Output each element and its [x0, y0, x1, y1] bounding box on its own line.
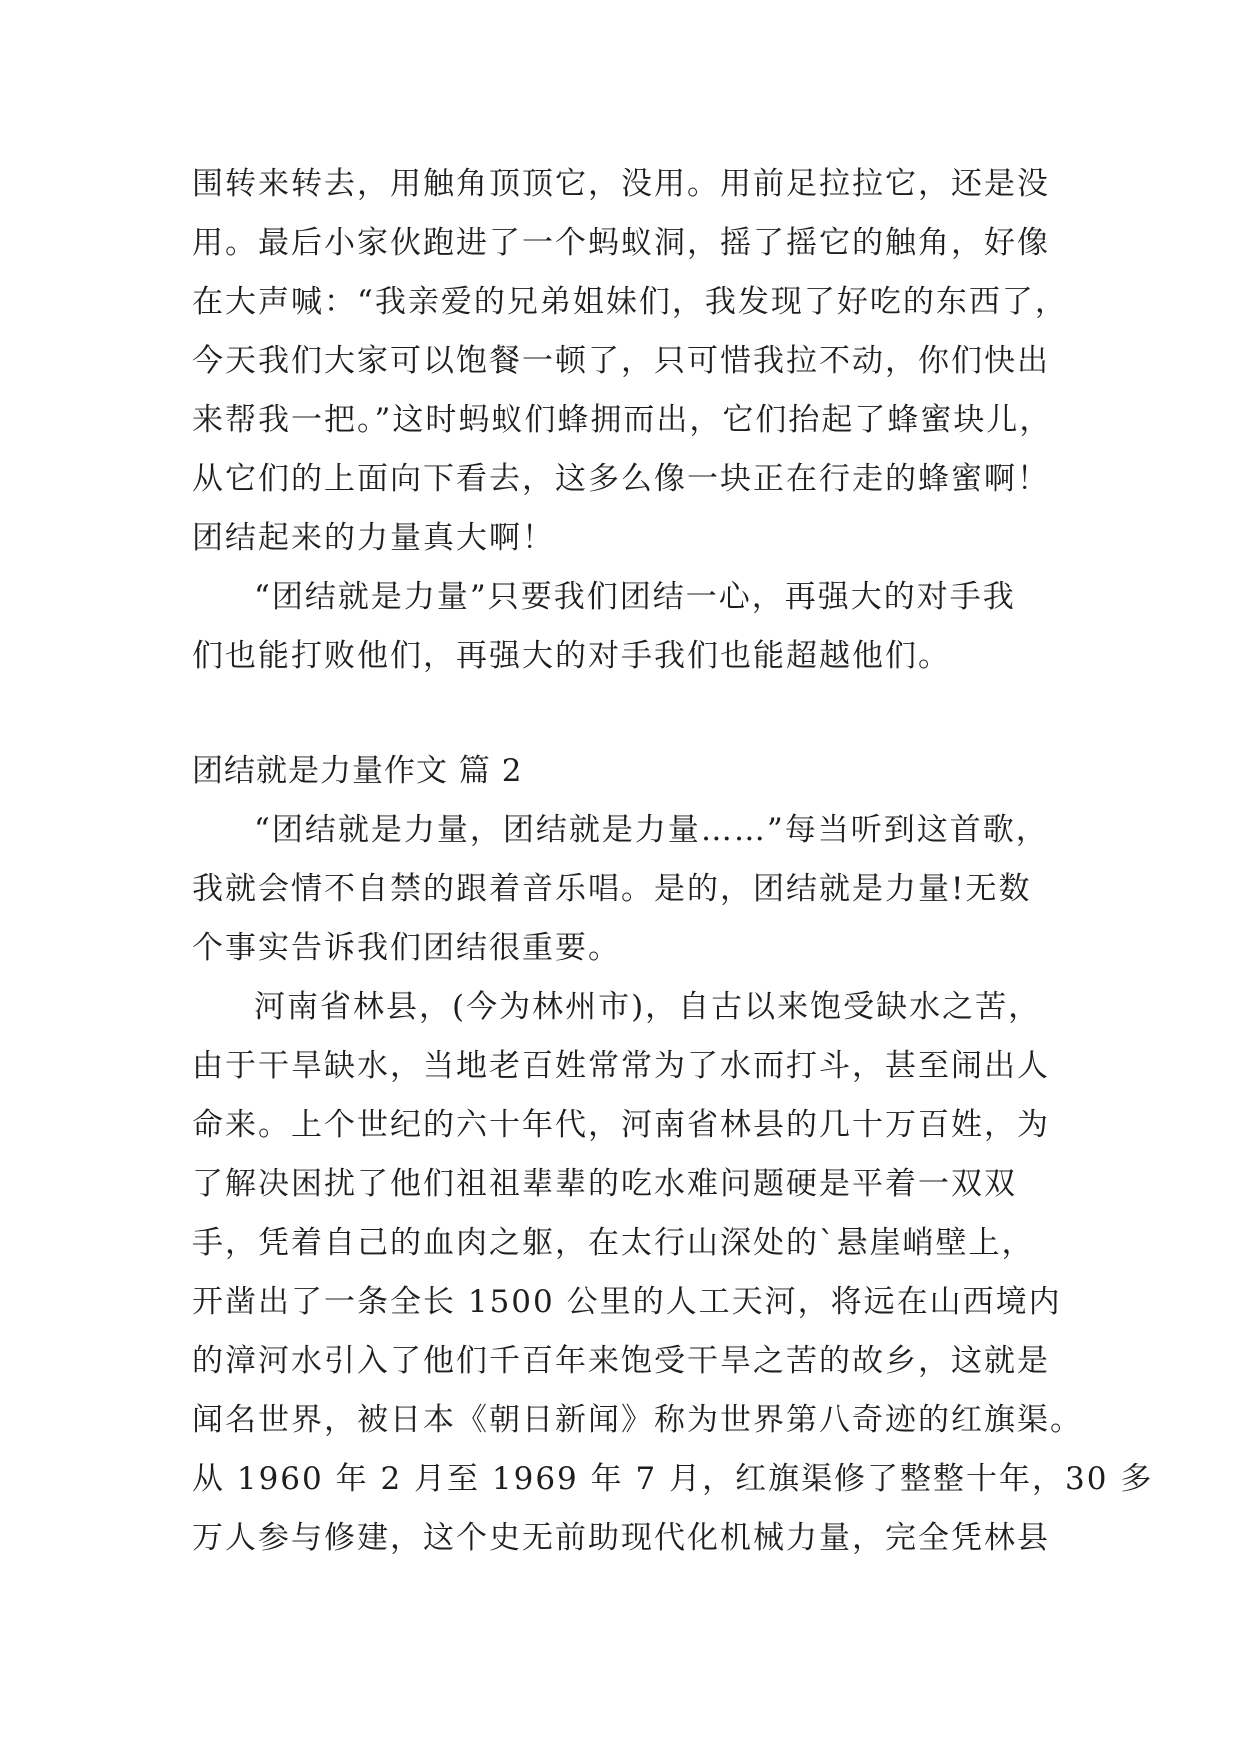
- paragraph-line: 了解决困扰了他们祖祖辈辈的吃水难问题硬是平着一双双: [192, 1166, 1017, 1202]
- paragraph-line: 团结起来的力量真大啊！: [192, 520, 555, 556]
- section-heading: 团结就是力量作文 篇 2: [192, 753, 523, 789]
- paragraph-line: 河南省林县，(今为林州市)，自古以来饱受缺水之苦，: [254, 989, 1042, 1025]
- paragraph-line: 从它们的上面向下看去，这多么像一块正在行走的蜂蜜啊！: [192, 461, 1050, 497]
- paragraph-line: 闻名世界，被日本《朝日新闻》称为世界第八奇迹的红旗渠。: [192, 1402, 1083, 1438]
- paragraph-line: 由于干旱缺水，当地老百姓常常为了水而打斗，甚至闹出人: [192, 1048, 1050, 1084]
- paragraph-line: “团结就是力量”只要我们团结一心，再强大的对手我: [254, 579, 1016, 615]
- paragraph-line: 围转来转去，用触角顶顶它，没用。用前足拉拉它，还是没: [192, 166, 1050, 202]
- paragraph-line: 今天我们大家可以饱餐一顿了，只可惜我拉不动，你们快出: [192, 343, 1050, 379]
- paragraph-line: 来帮我一把。”这时蚂蚁们蜂拥而出，它们抬起了蜂蜜块儿，: [192, 402, 1053, 438]
- paragraph-line: 开凿出了一条全长 1500 公里的人工天河，将远在山西境内: [192, 1284, 1062, 1320]
- paragraph-line: 命来。上个世纪的六十年代，河南省林县的几十万百姓，为: [192, 1107, 1050, 1143]
- paragraph-line: 用。最后小家伙跑进了一个蚂蚁洞，摇了摇它的触角，好像: [192, 225, 1050, 261]
- paragraph-line: 手，凭着自己的血肉之躯，在太行山深处的`悬崖峭壁上，: [192, 1225, 1035, 1261]
- paragraph-line: 们也能打败他们，再强大的对手我们也能超越他们。: [192, 638, 951, 674]
- paragraph-line: 在大声喊：“我亲爱的兄弟姐妹们，我发现了好吃的东西了，: [192, 284, 1068, 320]
- paragraph-line: 万人参与修建，这个史无前助现代化机械力量，完全凭林县: [192, 1520, 1050, 1556]
- paragraph-line: 个事实告诉我们团结很重要。: [192, 930, 621, 966]
- paragraph-line: 从 1960 年 2 月至 1969 年 7 月，红旗渠修了整整十年，30 多: [192, 1461, 1154, 1497]
- paragraph-line: “团结就是力量，团结就是力量……”每当听到这首歌，: [254, 812, 1049, 848]
- paragraph-line: 我就会情不自禁的跟着音乐唱。是的，团结就是力量!无数: [192, 871, 1032, 907]
- paragraph-line: 的漳河水引入了他们千百年来饱受干旱之苦的故乡，这就是: [192, 1343, 1050, 1379]
